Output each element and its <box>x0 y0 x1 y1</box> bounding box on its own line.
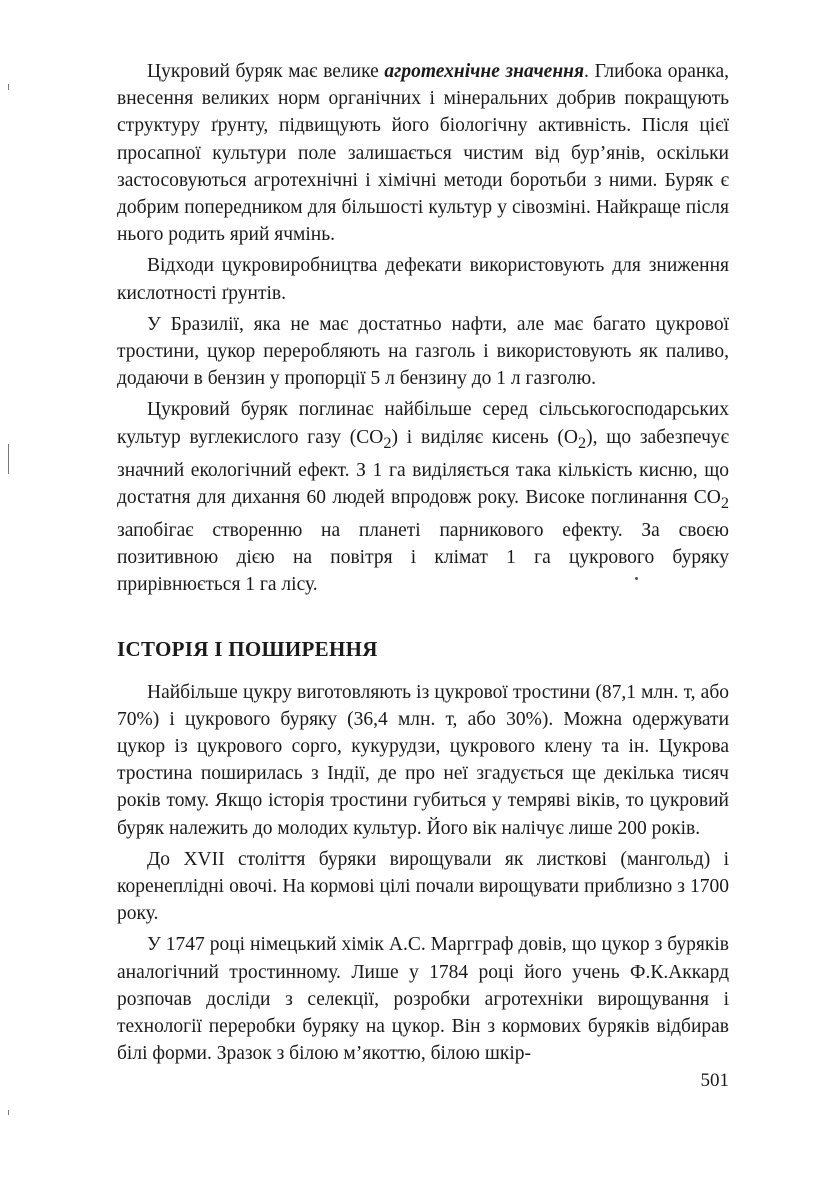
paragraph-text: Цукровий буряк має велике <box>147 61 385 82</box>
paragraph-defecate: Відходи цукровиробництва дефекати використовують для зниження кислотності ґрунтів. <box>117 255 729 304</box>
paragraph-text: Цукровий буряк поглинає найбільше серед сільськогосподарських культур вуглекислого газу (CO <box>117 399 729 448</box>
paragraph-co2 <box>117 396 729 598</box>
scan-mark <box>8 84 9 90</box>
subscript: 2 <box>383 433 392 452</box>
scan-mark <box>8 1110 9 1115</box>
paragraph-17th-century: До XVII століття буряки вирощували як листкові (мангольд) і коренеплідні овочі. На кормові цілі почали вирощувати приблизно з 1700 року. <box>117 848 729 925</box>
emphasized-term: агротехнічне значення <box>384 61 585 82</box>
paragraph-agrotechnical <box>117 58 729 248</box>
paragraph-marggraf: У 1747 році німецький хімік А.С. Маргграф довів, що цукор з буряків аналогічний тростинному. Лише у 1784 році його учень Ф.К.Аккард розпочав досліди з селекції, розробки агротехніки вирощування і технології переробки буряку на цукор. Він з кормових буряків відбирав білі форми. Зразок з білою м’якоттю, білою шкір- <box>117 934 729 1065</box>
subscript: 2 <box>578 433 587 452</box>
paragraph-text: ), що забезпечує значний екологічний ефект. З 1 га виділяється така кількість кисню, що достатня для дихання 60 людей впродовж року. Високе поглинання CO <box>117 426 730 508</box>
section-heading: ІСТОРІЯ І ПОШИРЕННЯ <box>117 636 378 661</box>
page-number: 501 <box>700 1070 729 1091</box>
paragraph-text: . Глибока оранка, внесення великих норм органічних і мінеральних добрив покращують структуру ґрунту, підвищують його біологічну активність. Після цієї просапної культури поле залишається чистим від бур’янів, оскільки застосовуються агротехнічні і хімічні методи боротьби з ними. Буряк є добрим попередником для більшості культур у сівозміні. Найкраще після нього родить ярий ячмінь. <box>117 61 730 246</box>
scan-dot <box>635 577 638 580</box>
subscript: 2 <box>720 493 729 512</box>
paragraph-sugar-sources: Найбільше цукру виготовляють із цукрової тростини (87,1 млн. т, або 70%) і цукрового буряку (36,4 млн. т, або 30%). Можна одержувати цукор із цукрового сорго, кукурудзи, цукрового клену та ін. Цукрова тростина поширилась з Індії, де про неї згадується ще декілька тисяч років тому. Якщо історія тростини губиться у темряві віків, то цукровий буряк належить до молодих культур. Його вік налічує лише 200 років. <box>117 681 729 839</box>
paragraph-brazil: У Бразилії, яка не має достатньо нафти, але має багато цукрової тростини, цукор переробляють на газголь і використовують як паливо, додаючи в бензин у пропорції 5 л бензину до 1 л газголю. <box>117 313 729 390</box>
paragraph-text: запобігає створенню на планеті парникового ефекту. За своєю позитивною дією на повітря і клімат 1 га цукрового буряку прирівнюється 1 га лісу. <box>117 520 729 596</box>
scan-mark <box>8 444 9 474</box>
paragraph-text: ) і виділяє кисень (O <box>391 426 579 448</box>
page-body <box>117 58 729 1067</box>
